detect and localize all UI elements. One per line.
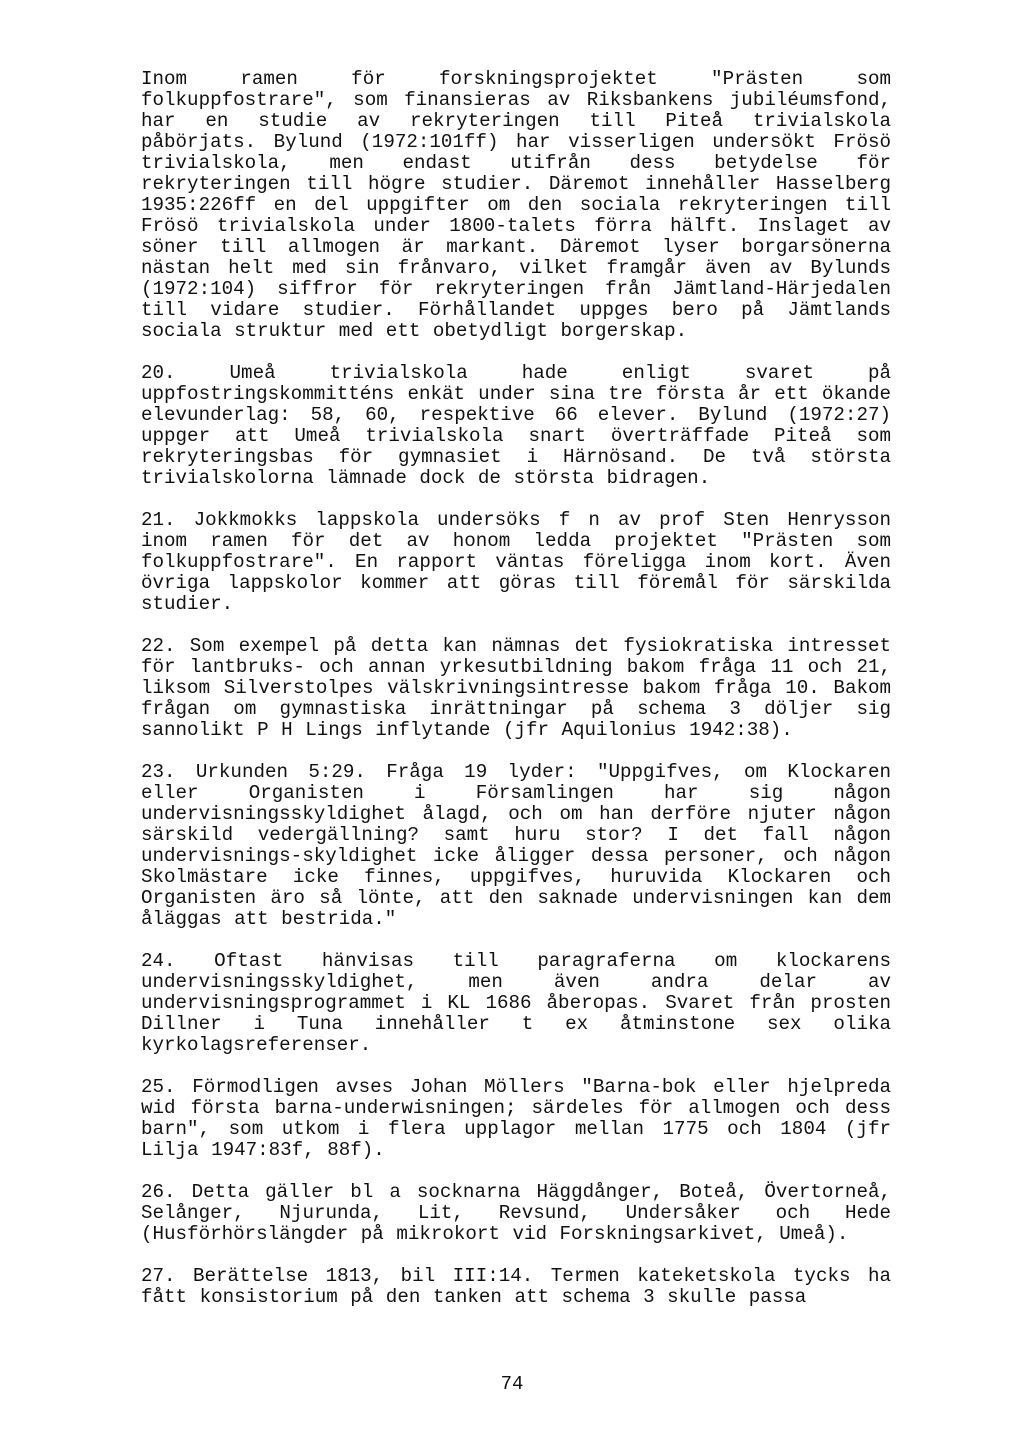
page-number: 74 <box>500 1373 524 1395</box>
note-27: 27. Berättelse 1813, bil III:14. Termen kateketskola tycks ha fått konsistorium på den tanken att schema 3 skulle passa <box>141 1265 891 1308</box>
note-21: 21. Jokkmokks lappskola undersöks f n av prof Sten Henrysson inom ramen för det av honom ledda projektet "Prästen som folkuppfostrare". En rapport väntas föreligga inom kort. Även övriga lappskolor kommer att göras till föremål för särskilda studier. <box>141 509 891 615</box>
paragraph-intro: Inom ramen för forskningsprojektet "Prästen som folkuppfostrare", som finansieras av Riksbankens jubiléumsfond, har en studie av rekryteringen till Piteå trivialskola påbörjats. Bylund (1972:101ff) har visserligen undersökt Frösö trivialskola, men endast utifrån dess betydelse för rekryteringen till högre studier. Däremot innehåller Hasselberg 1935:226ff en del uppgifter om den sociala rekryteringen till Frösö trivialskola under 1800-talets förra hälft. Inslaget av söner till allmogen är markant. Däremot lyser borgarsönerna nästan helt med sin frånvaro, vilket framgår även av Bylunds (1972:104) siffror för rekryteringen från Jämtland-Härjedalen till vidare studier. Förhållandet uppges bero på Jämtlands sociala struktur med ett obetydligt borgerskap. <box>141 68 891 342</box>
note-25: 25. Förmodligen avses Johan Möllers "Barna-bok eller hjelpreda wid första barna-underwisningen; särdeles för allmogen och dess barn", som utkom i flera upplagor mellan 1775 och 1804 (jfr Lilja 1947:83f, 88f). <box>141 1076 891 1161</box>
note-24: 24. Oftast hänvisas till paragraferna om klockarens undervisningsskyldighet, men även andra delar av undervisningsprogrammet i KL 1686 åberopas. Svaret från prosten Dillner i Tuna innehåller t ex åtminstone sex olika kyrkolagsreferenser. <box>141 950 891 1056</box>
note-22: 22. Som exempel på detta kan nämnas det fysiokratiska intresset för lantbruks- och annan yrkesutbildning bakom fråga 11 och 21, liksom Silverstolpes välskrivningsintresse bakom fråga 10. Bakom frågan om gymnastiska inrättningar på schema 3 döljer sig sannolikt P H Lings inflytande (jfr Aquilonius 1942:38). <box>141 635 891 741</box>
note-26: 26. Detta gäller bl a socknarna Häggdånger, Boteå, Övertorneå, Selånger, Njurunda, Lit, Revsund, Undersåker och Hede (Husförhörslängder på mikrokort vid Forskningsarkivet, Umeå). <box>141 1181 891 1245</box>
body-text <box>141 69 891 1329</box>
note-20: 20. Umeå trivialskola hade enligt svaret på uppfostringskommitténs enkät under sina tre första år ett ökande elevunderlag: 58, 60, respektive 66 elever. Bylund (1972:27) uppger att Umeå trivialskola snart överträffade Piteå som rekryteringsbas för gymnasiet i Härnösand. De två största trivialskolorna lämnade dock de största bidragen. <box>141 362 891 489</box>
note-23: 23. Urkunden 5:29. Fråga 19 lyder: "Uppgifves, om Klockaren eller Organisten i Församlingen har sig någon undervisningsskyldighet ålagd, och om han derföre njuter någon särskild vedergällning? samt huru stor? I det fall någon undervisnings-skyldighet icke åligger dessa personer, och någon Skolmästare icke finnes, uppgifves, huruvida Klockaren och Organisten äro så lönte, att den saknade undervisningen kan dem åläggas att bestrida." <box>141 761 891 930</box>
